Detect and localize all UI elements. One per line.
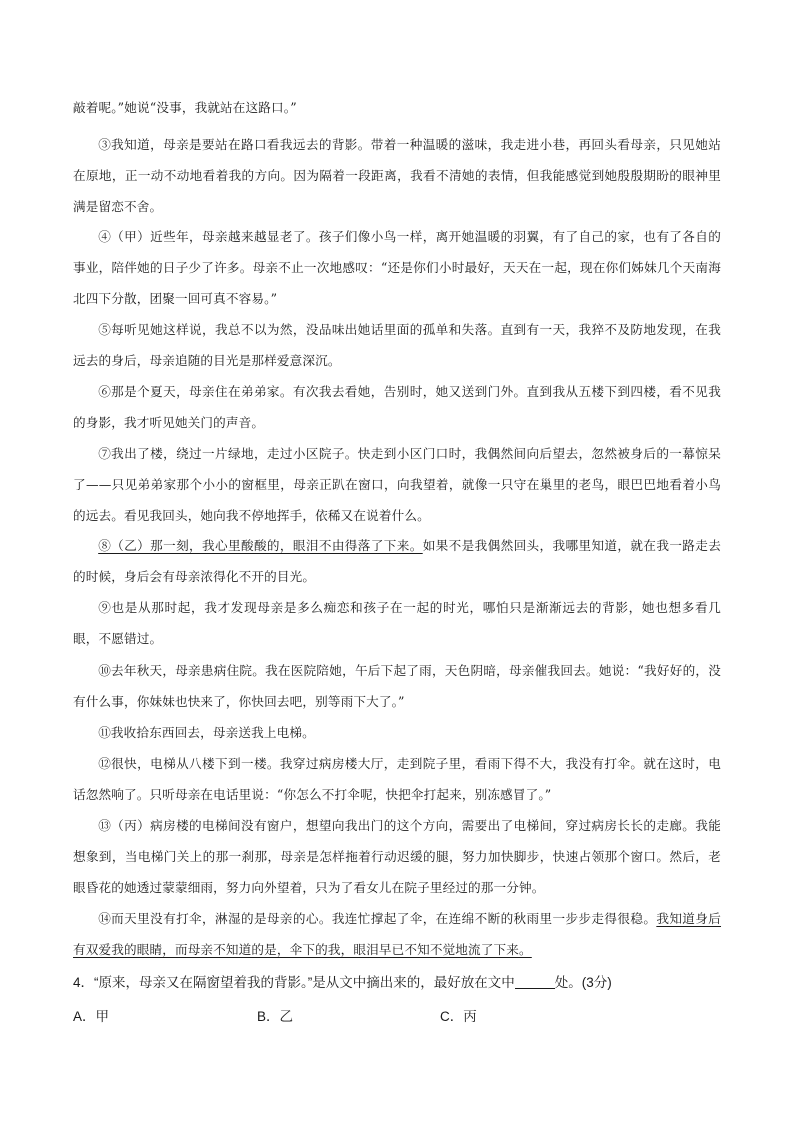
underlined-sentence-yi: ⑧（乙）那一刻，我心里酸酸的，眼泪不由得落了下来。	[98, 538, 423, 553]
paragraph-14	[73, 903, 721, 965]
paragraph-6: ⑥那是个夏天，母亲住在弟弟家。有次我去看她，告别时，她又送到门外。直到我从五楼下到四楼，看不见我的身影，我才听见她关门的声音。	[73, 384, 721, 430]
paragraph-3: ③我知道，母亲是要站在路口看我远去的背影。带着一种温暖的滋味，我走进小巷，再回头看母亲，只见她站在原地，正一动不动地看着我的方向。因为隔着一段距离，我看不清她的表情，但我能感觉到她殷殷期盼的眼神里满是留恋不舍。	[73, 137, 721, 214]
option-a[interactable]: A．甲	[73, 1009, 110, 1024]
question-stem: 4．“原来，母亲又在隔窗望着我的背影。”是从文中摘出来的，最好放在文中	[73, 975, 515, 990]
paragraph-5: ⑤每听见她这样说，我总不以为然，没品味出她话里面的孤单和失落。直到有一天，我猝不及防地发现，在我远去的身后，母亲追随的目光是那样爱意深沉。	[73, 322, 721, 368]
paragraph-12: ⑫很快，电梯从八楼下到一楼。我穿过病房楼大厅，走到院子里，看雨下得不大，我没有打伞。就在这时，电话忽然响了。只听母亲在电话里说：“你怎么不打伞呢，快把伞打起来，别冻感冒了。”	[73, 756, 721, 802]
paragraph-8-rest: 如果不是我偶然回头，我哪里知道，就在我一路走去的时候，身后会有母亲浓得化不开的目光。	[73, 538, 722, 584]
underlined-sentence-ending: 我知道身后有双爱我的眼睛，而母亲不知道的是，伞下的我，眼泪早已不知不觉地流了下来。	[73, 911, 722, 957]
paragraph-11: ⑪我收拾东西回去，母亲送我上电梯。	[98, 725, 315, 740]
option-b[interactable]: B．乙	[257, 1009, 294, 1024]
paragraph-10: ⑩去年秋天，母亲患病住院。我在医院陪她，午后下起了雨，天色阴暗，母亲催我回去。她说：“我好好的，没有什么事，你妹妹也快来了，你快回去吧，别等雨下大了。”	[73, 663, 721, 709]
paragraph-8	[73, 530, 721, 592]
paragraph-7: ⑦我出了楼，绕过一片绿地，走过小区院子。快走到小区门口时，我偶然间向后望去，忽然被身后的一幕惊呆了——只见弟弟家那个小小的窗框里，母亲正趴在窗口，向我望着，就像一只守在巢里的老鸟，眼巴巴地看着小鸟的远去。看见我回头，她向我不停地挥手，依稀又在说着什么。	[73, 446, 721, 523]
question-points: 处。(3分)	[554, 975, 612, 990]
answer-blank[interactable]	[515, 974, 555, 989]
paragraph-13: ⑬（丙）病房楼的电梯间没有窗户，想望向我出门的这个方向，需要出了电梯间，穿过病房长长的走廊。我能想象到，当电梯门关上的那一刹那，母亲是怎样拖着行动迟缓的腿，努力加快脚步，快速占领那个窗口。然后，老眼昏花的她透过蒙蒙细雨，努力向外望着，只为了看女儿在院子里经过的那一分钟。	[73, 818, 721, 895]
paragraph-continuation: 敲着呢。”她说“没事，我就站在这路口。”	[73, 100, 297, 115]
question-4	[73, 970, 612, 996]
paragraph-9: ⑨也是从那时起，我才发现母亲是多么痴恋和孩子在一起的时光，哪怕只是渐渐远去的背影，她也想多看几眼，不愿错过。	[73, 600, 721, 646]
paragraph-14-start: ⑭而天里没有打伞，淋湿的是母亲的心。我连忙撑起了伞，在连绵不断的秋雨里一步步走得很稳。	[98, 911, 657, 926]
paragraph-4: ④（甲）近些年，母亲越来越显老了。孩子们像小鸟一样，离开她温暖的羽翼，有了自己的家，也有了各自的事业，陪伴她的日子少了许多。母亲不止一次地感叹：“还是你们小时最好，天天在一起，现在你们姊妹几个天南海北四下分散，团聚一回可真不容易。”	[73, 229, 721, 306]
option-c[interactable]: C．丙	[440, 1009, 477, 1024]
